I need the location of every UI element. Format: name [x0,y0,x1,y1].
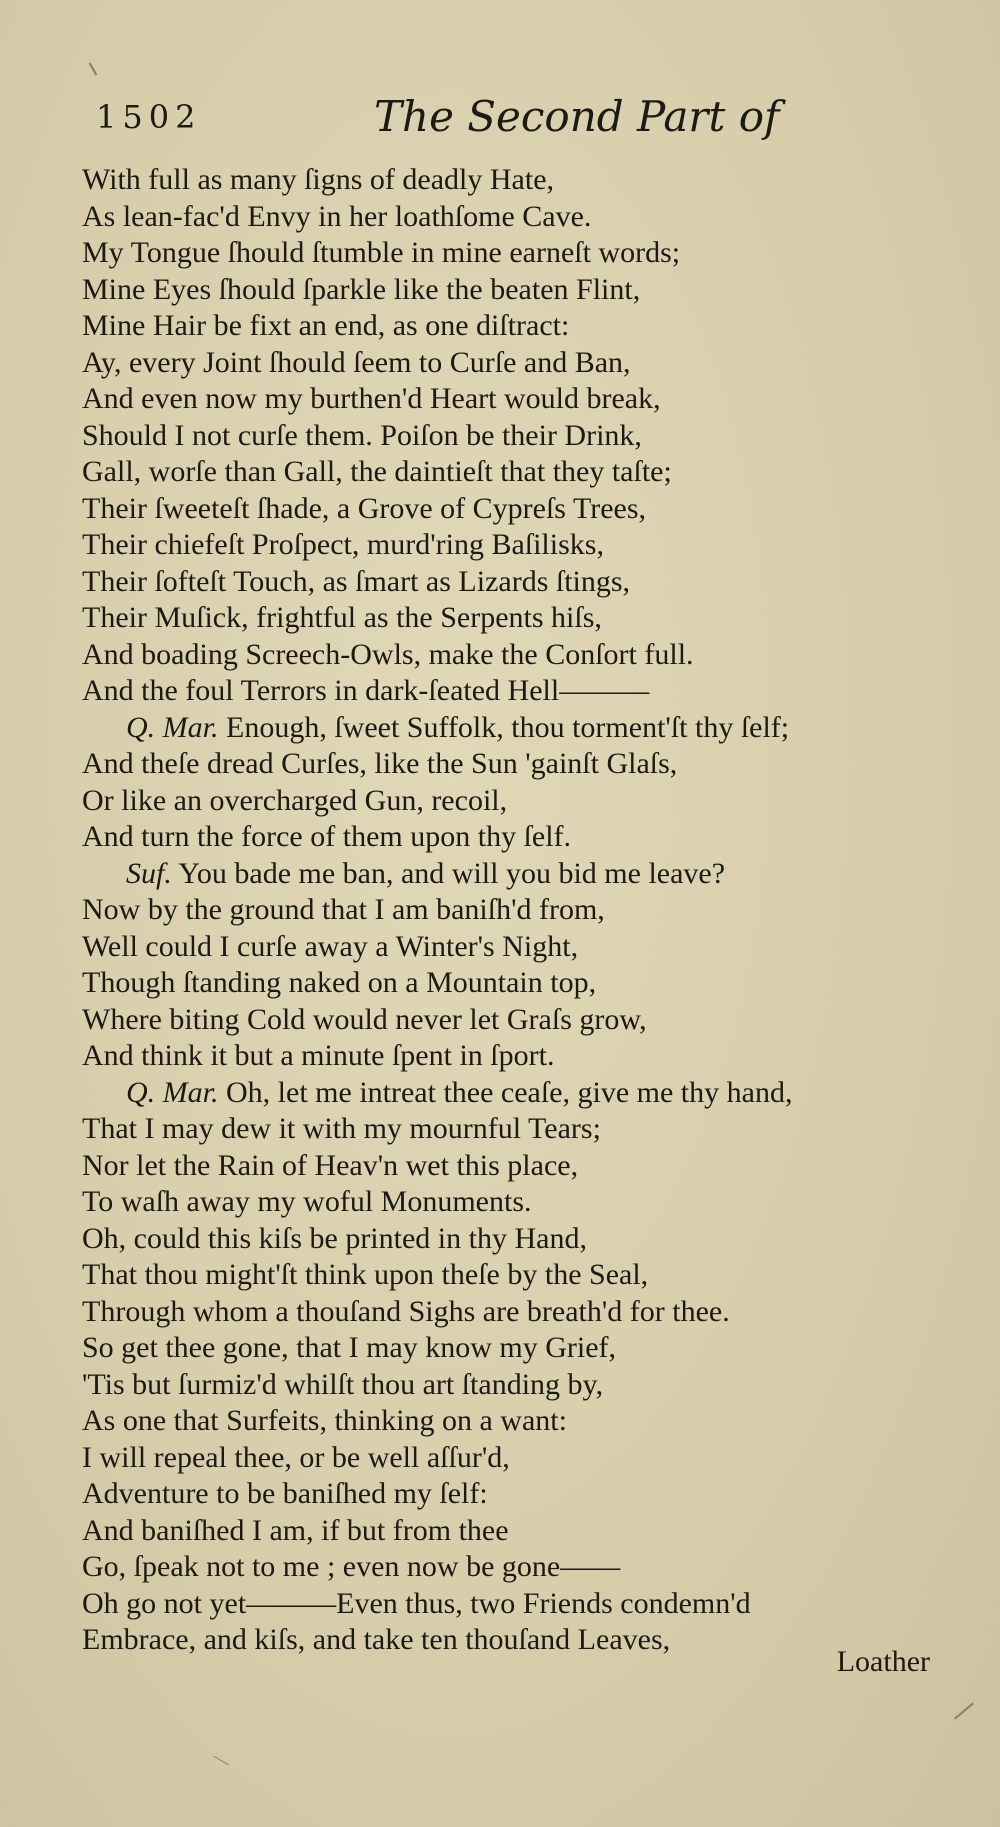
line-text: And baniſhed I am, if but from thee [82,1513,509,1547]
line-text: To waſh away my woful Monuments. [82,1185,532,1218]
line-text: So get thee gone, that I may know my Grief, [82,1331,617,1364]
verse-line [82,1075,962,1112]
line-text: Gall, worſe than Gall, the daintieſt that they taſte; [82,455,672,488]
verse-line [82,491,962,528]
line-text: Mine Eyes ſhould ſparkle like the beaten Flint, [82,272,641,306]
line-text: Nor let the Rain of Heav'n wet this place, [82,1148,579,1182]
verse-text [82,162,962,1659]
page-mark [954,1703,974,1720]
verse-line [82,564,962,601]
verse-line [82,1513,962,1550]
verse-line [82,308,962,345]
verse-line [82,1221,962,1258]
line-text: Embrace, and kiſs, and take ten thouſand Leaves, [82,1623,671,1656]
line-text: Through whom a thouſand Sighs are breath'd for thee. [82,1294,730,1328]
verse-line [82,1257,962,1294]
verse-line [82,965,962,1002]
verse-line [82,892,962,929]
line-text: With full as many ſigns of deadly Hate, [82,163,555,196]
line-text: That thou might'ſt think upon theſe by the Seal, [82,1258,649,1291]
verse-line [82,783,962,820]
verse-line [82,1148,962,1185]
verse-line [82,199,962,236]
verse-line [82,1111,962,1148]
line-text: Their chiefeſt Proſpect, murd'ring Baſilisks, [82,528,604,561]
verse-line [82,856,962,893]
line-text: And boading Screech-Owls, make the Conſort full. [82,637,694,671]
verse-line [82,1586,962,1623]
line-text: And even now my burthen'd Heart would break, [82,382,661,415]
verse-line [82,1294,962,1331]
verse-line [82,1476,962,1513]
page-header [96,92,780,152]
verse-line [82,1367,962,1404]
page-mark [89,62,98,75]
line-text: Mine Hair be fixt an end, as one diſtract: [82,309,570,342]
line-text: Should I not curſe them. Poiſon be their Drink, [82,418,642,452]
line-text: And think it but a minute ſpent in ſport. [82,1039,555,1072]
verse-line [82,272,962,309]
verse-line [82,1184,962,1221]
line-text: That I may dew it with my mournful Tears; [82,1112,601,1145]
verse-line [82,637,962,674]
catchword: Loather [836,1645,930,1678]
line-text: And theſe dread Curſes, like the Sun 'gainſt Glaſs, [82,747,678,780]
verse-line [82,1622,962,1659]
line-text: And turn the force of them upon thy ſelf. [82,820,572,853]
verse-line [82,1330,962,1367]
line-text: My Tongue ſhould ſtumble in mine earneſt words; [82,236,681,269]
line-text: Though ſtanding naked on a Mountain top, [82,966,597,999]
verse-line [82,1440,962,1477]
speaker-name: Suf. [126,856,172,890]
line-text: Oh, let me intreat thee ceaſe, give me thy hand, [218,1075,793,1109]
verse-line [82,454,962,491]
line-text: I will repeal thee, or be well aſſur'd, [82,1440,510,1474]
verse-line [82,710,962,747]
verse-line [82,381,962,418]
line-text: Oh go not yet———Even thus, two Friends condemn'd [82,1586,751,1620]
line-text: Now by the ground that I am baniſh'd from, [82,893,605,926]
line-text: Go, ſpeak not to me ; even now be gone—— [82,1550,621,1583]
line-text: As lean-fac'd Envy in her loathſome Cave. [82,199,592,233]
line-text: Where biting Cold would never let Graſs grow, [82,1002,647,1036]
line-text: And the foul Terrors in dark-ſeated Hell——— [82,674,650,707]
line-text: As one that Surfeits, thinking on a want: [82,1404,567,1437]
line-text: Their Muſick, frightful as the Serpents hiſs, [82,601,602,634]
verse-line [82,418,962,455]
verse-line [82,819,962,856]
verse-line [82,527,962,564]
line-text: Enough, ſweet Suffolk, thou torment'ſt thy ſelf; [218,710,790,744]
verse-line [82,600,962,637]
line-text: Their ſofteſt Touch, as ſmart as Lizards ſtings, [82,564,631,598]
verse-line [82,1002,962,1039]
line-text: Well could I curſe away a Winter's Night, [82,929,579,963]
verse-line [82,235,962,272]
page-mark [213,1756,229,1766]
line-text: Oh, could this kiſs be printed in thy Hand, [82,1221,587,1255]
verse-line [82,162,962,199]
verse-line [82,1403,962,1440]
line-text: Their ſweeteſt ſhade, a Grove of Cypreſs Trees, [82,491,647,525]
speaker-name: Q. Mar. [126,1075,219,1109]
line-text: Ay, every Joint ſhould ſeem to Curſe and Ban, [82,345,631,379]
verse-line [82,345,962,382]
line-text: 'Tis but ſurmiz'd whilſt thou art ſtanding by, [82,1367,604,1401]
verse-line [82,746,962,783]
line-text: Or like an overcharged Gun, recoil, [82,783,508,817]
page-number: 1502 [96,98,202,136]
speaker-name: Q. Mar. [126,710,219,744]
verse-line [82,1549,962,1586]
line-text: Adventure to be baniſhed my ſelf: [82,1477,488,1510]
verse-line [82,1038,962,1075]
running-title: The Second Part of [374,92,780,141]
verse-line [82,929,962,966]
line-text: You bade me ban, and will you bid me leave? [171,856,726,890]
verse-line [82,673,962,710]
